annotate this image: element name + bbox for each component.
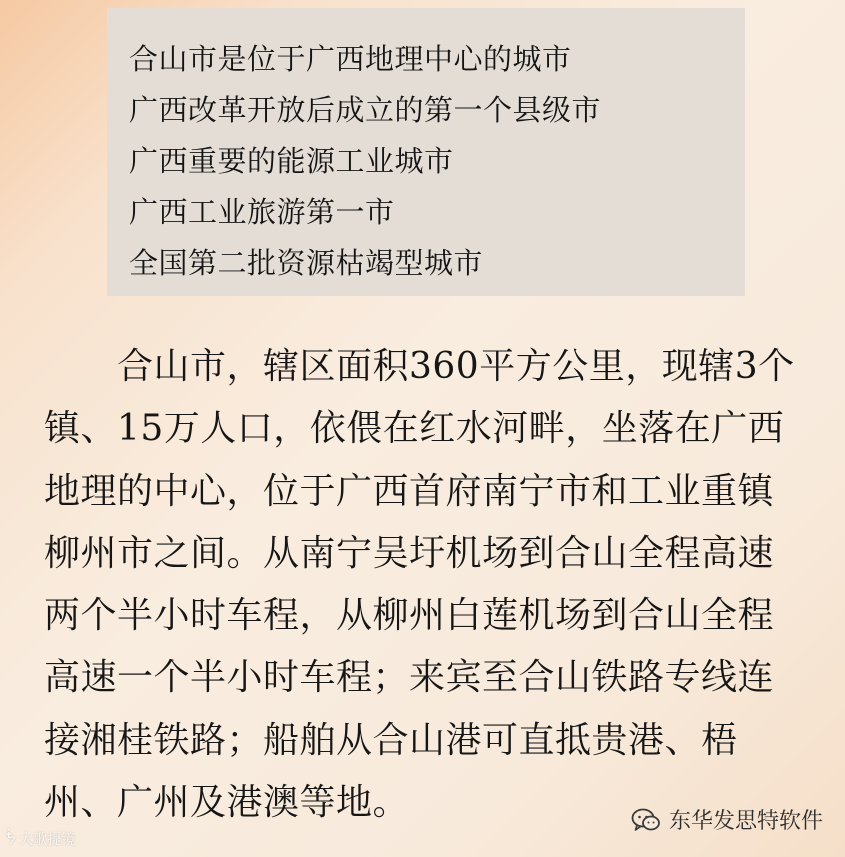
- body-line: 柳州市之间。从南宁吴圩机场到合山全程高速: [44, 532, 775, 574]
- highlight-line: 全国第二批资源枯竭型城市: [129, 246, 484, 280]
- highlight-line: 广西重要的能源工业城市: [129, 144, 454, 178]
- highlight-box: [107, 8, 745, 296]
- highlight-line: 广西工业旅游第一市: [129, 195, 395, 229]
- watermark-left: [6, 829, 75, 849]
- body-line: 地理的中心，位于广西首府南宁市和工业重镇: [44, 470, 775, 512]
- body-paragraph: [44, 336, 824, 834]
- watermark-left-text: 大歌提镜: [19, 832, 76, 848]
- weibo-like-icon: ᖭ: [6, 829, 17, 848]
- watermark-right-text: 东华发思特软件: [668, 809, 823, 834]
- body-line: 接湘桂铁路；船舶从合山港可直抵贵港、梧: [44, 719, 738, 761]
- watermark-right: [631, 804, 823, 835]
- body-line: 高速一个半小时车程；来宾至合山铁路专线连: [44, 657, 775, 699]
- body-line: 镇、15万人口，依偎在红水河畔，坐落在广西: [44, 408, 785, 450]
- highlight-line: 合山市是位于广西地理中心的城市: [129, 42, 572, 76]
- body-line: 合山市，辖区面积360平方公里，现辖3个: [44, 346, 795, 387]
- wechat-chat-icon: [631, 807, 661, 833]
- body-line: 州、广州及港澳等地。: [44, 782, 410, 824]
- body-line: 两个半小时车程，从柳州白莲机场到合山全程: [44, 595, 775, 637]
- highlight-line: 广西改革开放后成立的第一个县级市: [129, 93, 602, 127]
